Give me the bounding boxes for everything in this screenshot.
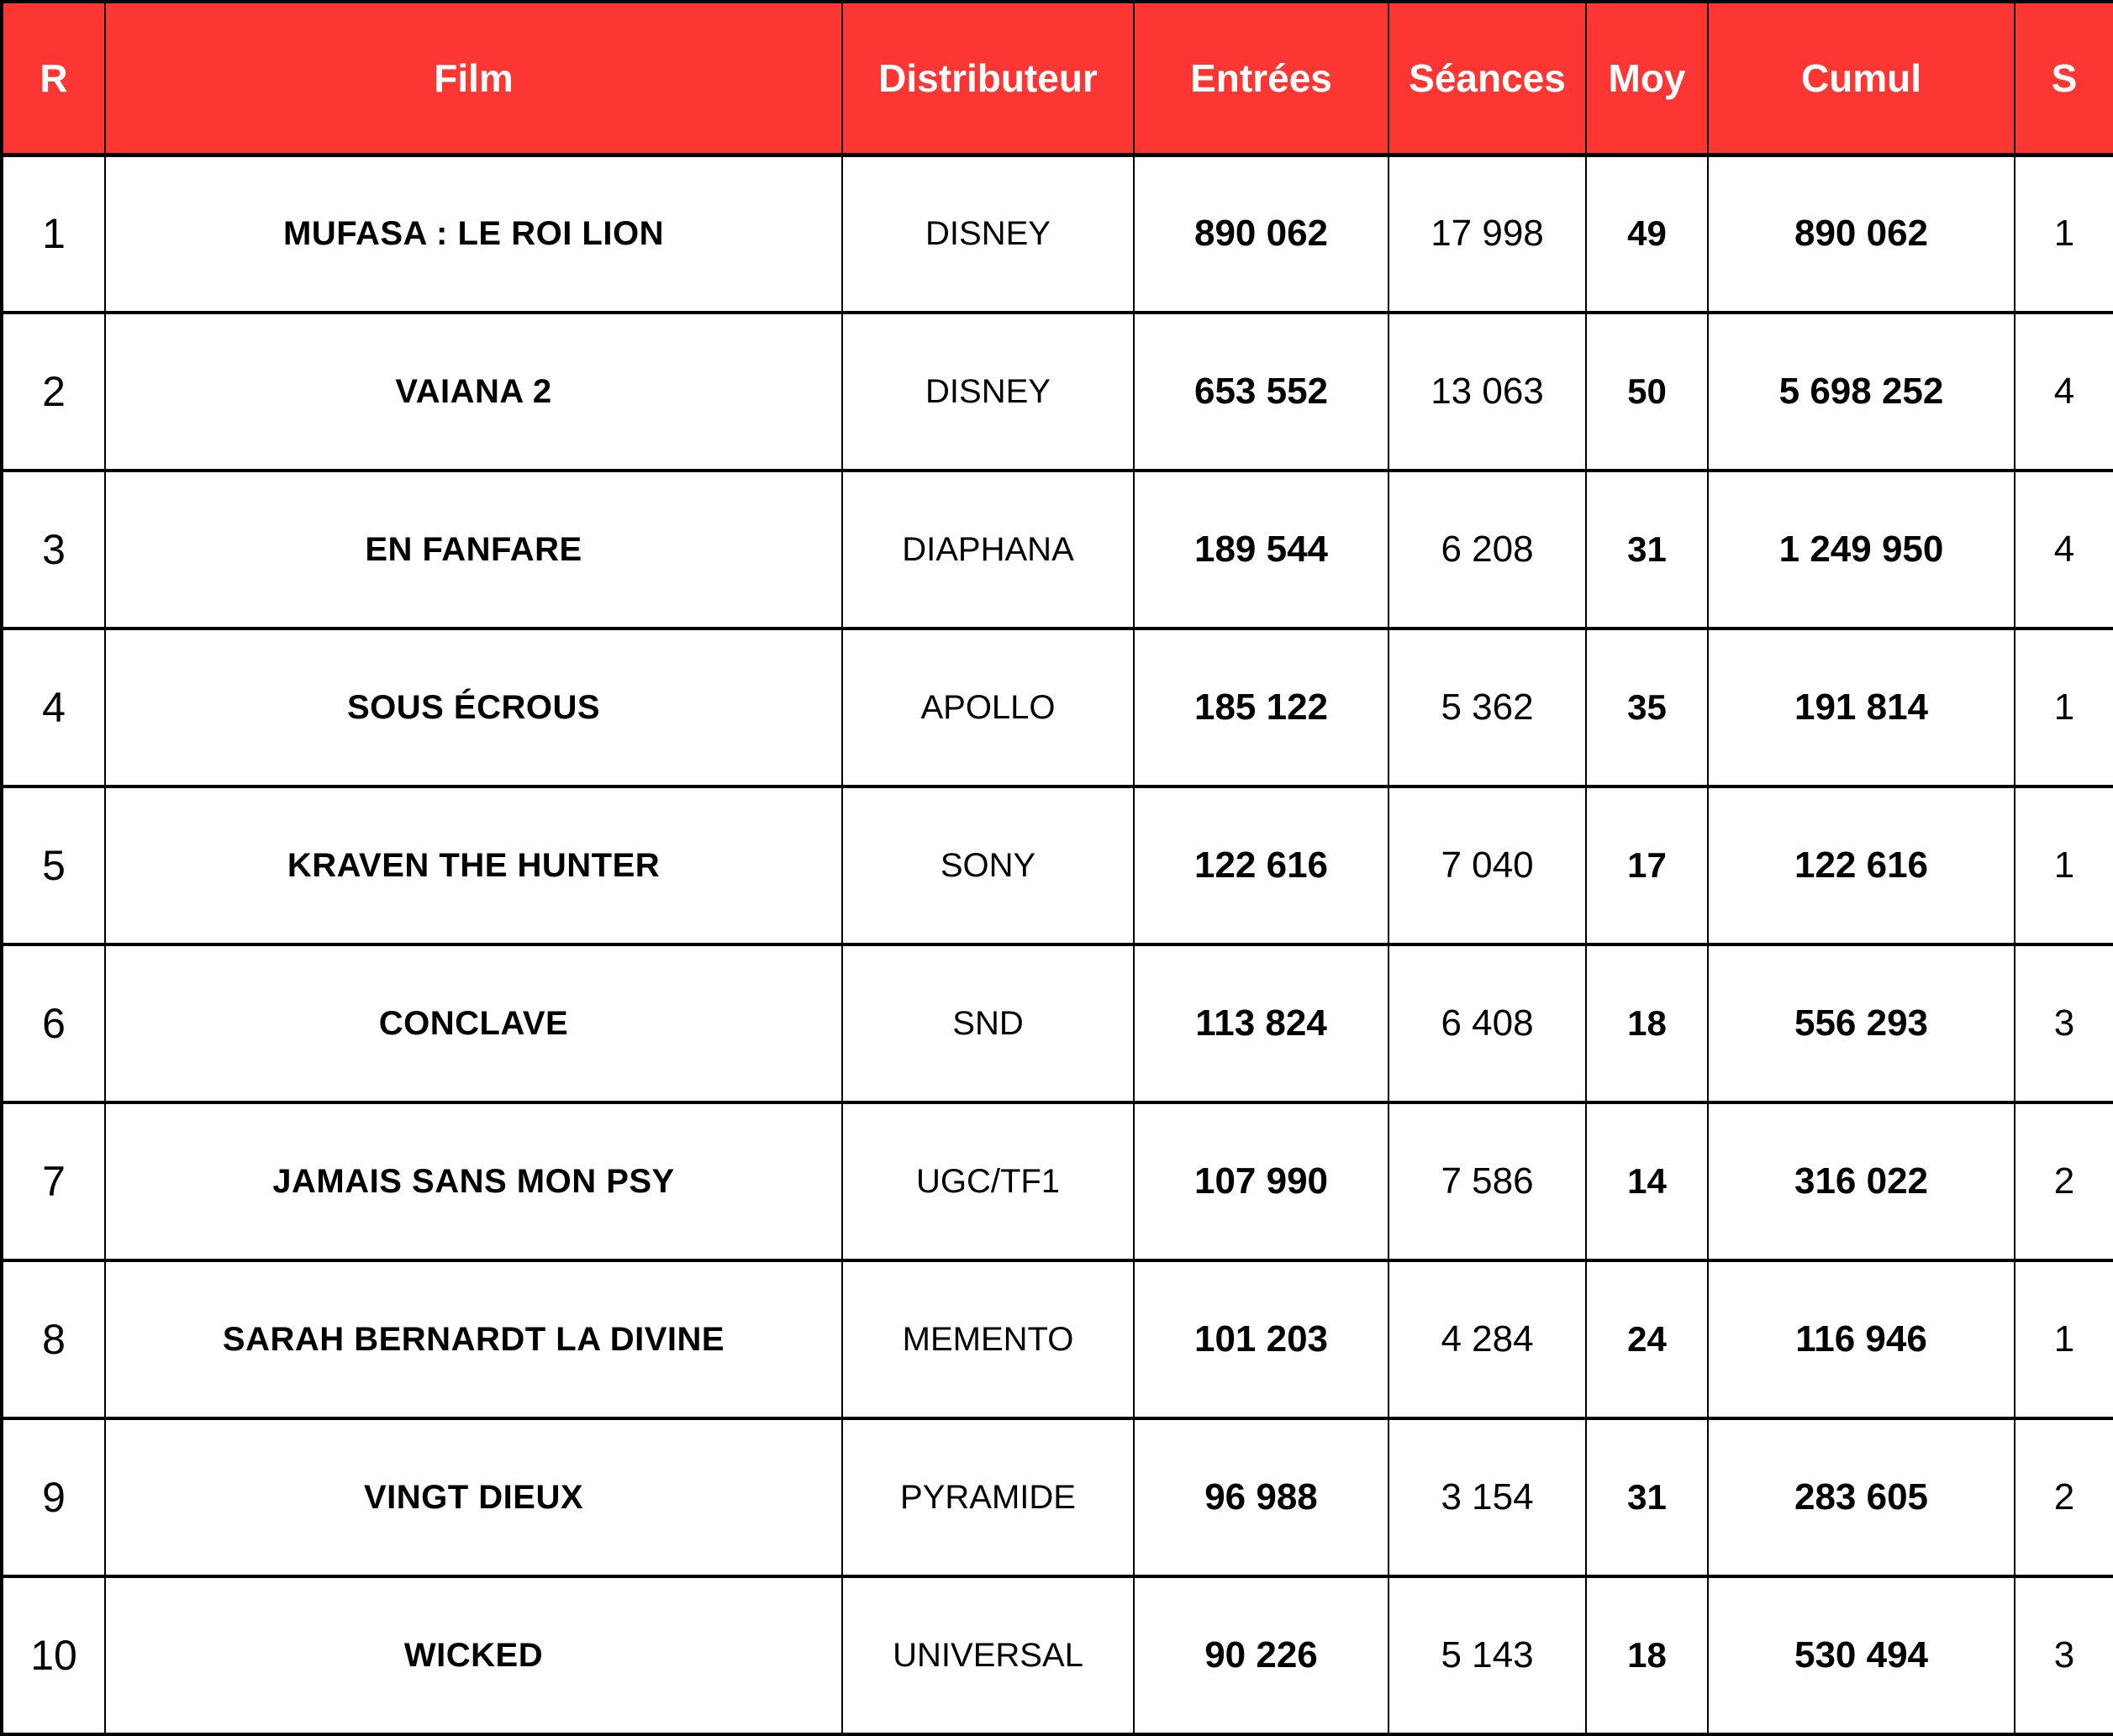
moy-cell: 18	[1586, 944, 1708, 1102]
distributor-cell: DISNEY	[842, 313, 1134, 471]
table-row	[2, 786, 2113, 944]
cumul-cell: 116 946	[1708, 1260, 2015, 1418]
moy-cell: 31	[1586, 1418, 1708, 1576]
table-row	[2, 471, 2113, 629]
column-header-distributor: Distributeur	[842, 2, 1134, 155]
moy-cell: 49	[1586, 155, 1708, 313]
distributor-cell: SND	[842, 944, 1134, 1102]
rank-cell: 5	[2, 786, 105, 944]
table-row	[2, 1576, 2113, 1734]
weeks-cell: 4	[2015, 471, 2113, 629]
seances-cell: 6 408	[1388, 944, 1586, 1102]
seances-cell: 3 154	[1388, 1418, 1586, 1576]
moy-cell: 17	[1586, 786, 1708, 944]
film-cell: VINGT DIEUX	[105, 1418, 842, 1576]
distributor-cell: SONY	[842, 786, 1134, 944]
seances-cell: 13 063	[1388, 313, 1586, 471]
weeks-cell: 3	[2015, 944, 2113, 1102]
table-body	[2, 155, 2113, 1734]
entries-cell: 185 122	[1134, 629, 1388, 786]
seances-cell: 7 586	[1388, 1102, 1586, 1260]
weeks-cell: 1	[2015, 629, 2113, 786]
seances-cell: 7 040	[1388, 786, 1586, 944]
rank-cell: 9	[2, 1418, 105, 1576]
film-cell: WICKED	[105, 1576, 842, 1734]
seances-cell: 5 362	[1388, 629, 1586, 786]
rank-cell: 6	[2, 944, 105, 1102]
distributor-cell: DISNEY	[842, 155, 1134, 313]
table-row	[2, 155, 2113, 313]
film-cell: CONCLAVE	[105, 944, 842, 1102]
table-row	[2, 1418, 2113, 1576]
entries-cell: 101 203	[1134, 1260, 1388, 1418]
rank-cell: 8	[2, 1260, 105, 1418]
moy-cell: 50	[1586, 313, 1708, 471]
seances-cell: 6 208	[1388, 471, 1586, 629]
cumul-cell: 316 022	[1708, 1102, 2015, 1260]
seances-cell: 4 284	[1388, 1260, 1586, 1418]
header-row	[2, 2, 2113, 155]
film-cell: EN FANFARE	[105, 471, 842, 629]
column-header-entries: Entrées	[1134, 2, 1388, 155]
column-header-cumul: Cumul	[1708, 2, 2015, 155]
rank-cell: 3	[2, 471, 105, 629]
cumul-cell: 890 062	[1708, 155, 2015, 313]
weeks-cell: 1	[2015, 786, 2113, 944]
moy-cell: 14	[1586, 1102, 1708, 1260]
distributor-cell: UNIVERSAL	[842, 1576, 1134, 1734]
distributor-cell: UGC/TF1	[842, 1102, 1134, 1260]
table-header	[2, 2, 2113, 155]
cumul-cell: 283 605	[1708, 1418, 2015, 1576]
weeks-cell: 2	[2015, 1418, 2113, 1576]
weeks-cell: 1	[2015, 1260, 2113, 1418]
rank-cell: 4	[2, 629, 105, 786]
weeks-cell: 2	[2015, 1102, 2113, 1260]
table-row	[2, 1260, 2113, 1418]
distributor-cell: PYRAMIDE	[842, 1418, 1134, 1576]
cumul-cell: 1 249 950	[1708, 471, 2015, 629]
cumul-cell: 122 616	[1708, 786, 2015, 944]
table-row	[2, 1102, 2113, 1260]
column-header-weeks: S	[2015, 2, 2113, 155]
film-cell: JAMAIS SANS MON PSY	[105, 1102, 842, 1260]
distributor-cell: DIAPHANA	[842, 471, 1134, 629]
entries-cell: 96 988	[1134, 1418, 1388, 1576]
column-header-moy: Moy	[1586, 2, 1708, 155]
film-cell: MUFASA : LE ROI LION	[105, 155, 842, 313]
entries-cell: 90 226	[1134, 1576, 1388, 1734]
rank-cell: 2	[2, 313, 105, 471]
film-cell: VAIANA 2	[105, 313, 842, 471]
weeks-cell: 4	[2015, 313, 2113, 471]
film-cell: KRAVEN THE HUNTER	[105, 786, 842, 944]
film-cell: SOUS ÉCROUS	[105, 629, 842, 786]
column-header-film: Film	[105, 2, 842, 155]
weeks-cell: 3	[2015, 1576, 2113, 1734]
film-cell: SARAH BERNARDT LA DIVINE	[105, 1260, 842, 1418]
column-header-rank: R	[2, 2, 105, 155]
cumul-cell: 191 814	[1708, 629, 2015, 786]
moy-cell: 35	[1586, 629, 1708, 786]
seances-cell: 5 143	[1388, 1576, 1586, 1734]
cumul-cell: 530 494	[1708, 1576, 2015, 1734]
rank-cell: 10	[2, 1576, 105, 1734]
seances-cell: 17 998	[1388, 155, 1586, 313]
cumul-cell: 556 293	[1708, 944, 2015, 1102]
moy-cell: 18	[1586, 1576, 1708, 1734]
entries-cell: 107 990	[1134, 1102, 1388, 1260]
entries-cell: 122 616	[1134, 786, 1388, 944]
entries-cell: 653 552	[1134, 313, 1388, 471]
moy-cell: 24	[1586, 1260, 1708, 1418]
table-row	[2, 629, 2113, 786]
rank-cell: 7	[2, 1102, 105, 1260]
moy-cell: 31	[1586, 471, 1708, 629]
column-header-seances: Séances	[1388, 2, 1586, 155]
entries-cell: 890 062	[1134, 155, 1388, 313]
table-row	[2, 944, 2113, 1102]
table-row	[2, 313, 2113, 471]
entries-cell: 113 824	[1134, 944, 1388, 1102]
distributor-cell: APOLLO	[842, 629, 1134, 786]
cumul-cell: 5 698 252	[1708, 313, 2015, 471]
distributor-cell: MEMENTO	[842, 1260, 1134, 1418]
weeks-cell: 1	[2015, 155, 2113, 313]
entries-cell: 189 544	[1134, 471, 1388, 629]
rank-cell: 1	[2, 155, 105, 313]
